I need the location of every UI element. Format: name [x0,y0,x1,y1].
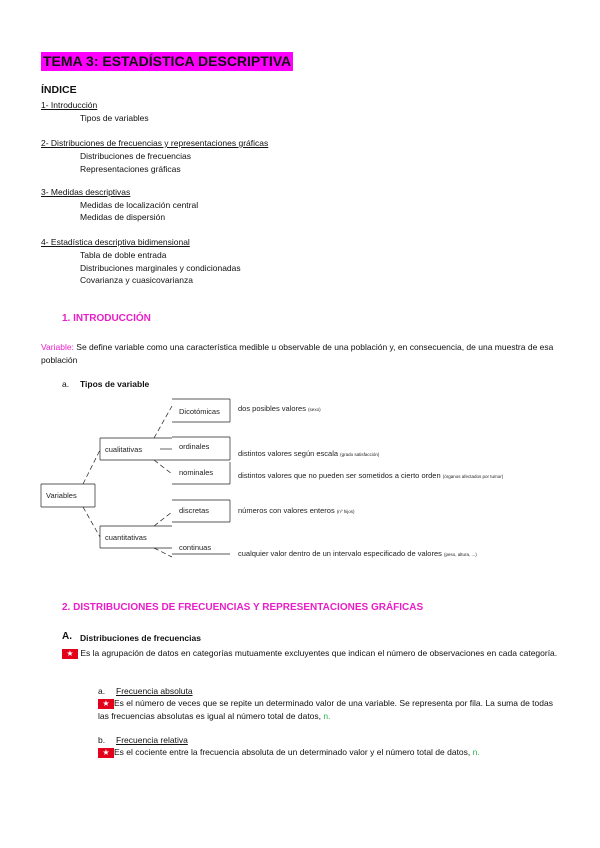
index-item: Covarianza y cuasicovarianza [80,275,193,285]
sub-a-letter: a. [62,379,70,389]
rel-freq-heading: Frecuencia relativa [116,735,188,745]
star-icon: ★ [62,649,78,659]
node-discretas: discretas [179,506,210,515]
desc-dicotomicas: dos posibles valores (sexo) [238,404,321,413]
desc-ordinales: distintos valores según escala (grado satisfacción) [238,449,380,458]
index-item: Distribuciones de frecuencias [80,151,192,161]
index-item: Tabla de doble entrada [80,250,167,260]
sub-a-letter: a. [98,686,106,696]
n-symbol: n. [323,711,331,721]
rel-freq-text [98,746,560,759]
node-variables: Variables [46,491,77,500]
index-section-2: 2- Distribuciones de frecuencias y representaciones gráficas [41,138,269,148]
node-nominales: nominales [179,468,214,477]
abs-freq-text [98,697,560,723]
index-item: Medidas de localización central [80,200,199,210]
index-item: Distribuciones marginales y condicionadas [80,263,241,273]
freq-distribution-heading: Distribuciones de frecuencias [80,633,201,643]
rel-freq-body: Es el cociente entre la frecuencia absoluta de un determinado valor y el número total de datos, [114,747,471,757]
index-section-1: 1- Introducción [41,100,98,110]
abs-freq-heading: Frecuencia absoluta [116,686,193,696]
index-section-3: 3- Medidas descriptivas [41,187,131,197]
abs-freq-body: Es el número de veces que se repite un determinado valor de una variable. Se representa por fila. La suma de todas las frecuencias absolutas es igual al número total de datos, [98,698,553,721]
node-ordinales: ordinales [179,442,210,451]
variable-types-heading: Tipos de variable [80,379,150,389]
section-2-heading: 2. DISTRIBUCIONES DE FRECUENCIAS Y REPRESENTACIONES GRÁFICAS [62,602,424,613]
index-section-4: 4- Estadística descriptiva bidimensional [41,237,190,247]
node-continuas: continuas [179,543,212,552]
node-dicotomicas: Dicotómicas [179,407,220,416]
star-icon: ★ [98,748,114,758]
node-cualitativas: cualitativas [105,445,143,454]
desc-discretas: números con valores enteros (nº hijos) [238,506,355,515]
desc-continuas: cualquier valor dentro de un intervalo especificado de valores (peso, altura, ...) [238,549,477,558]
variable-label: Variable: [41,342,74,352]
index-item: Medidas de dispersión [80,212,166,222]
index-heading: ÍNDICE [41,84,77,96]
variable-text: Se define variable como una característica medible u observable de una población y, en consecuencia, de una muestra de esa población [41,342,554,365]
page-title: TEMA 3: ESTADÍSTICA DESCRIPTIVA [43,53,292,69]
sub-A-letter: A. [62,631,72,642]
node-cuantitativas: cuantitativas [105,533,147,542]
n-symbol: n. [472,747,480,757]
sub-b-letter: b. [98,735,106,745]
freq-distribution-body: Es la agrupación de datos en categorías mutuamente excluyentes que indican el número de observaciones en cada categoría. [80,648,558,658]
index-item: Tipos de variables [80,113,149,123]
freq-distribution-text [62,647,560,660]
desc-nominales: distintos valores que no pueden ser sometidos a cierto orden (órganos afectados por tumor) [238,471,504,480]
section-1-heading: 1. INTRODUCCIÓN [62,313,151,324]
star-icon: ★ [98,699,114,709]
index-item: Representaciones gráficas [80,164,181,174]
